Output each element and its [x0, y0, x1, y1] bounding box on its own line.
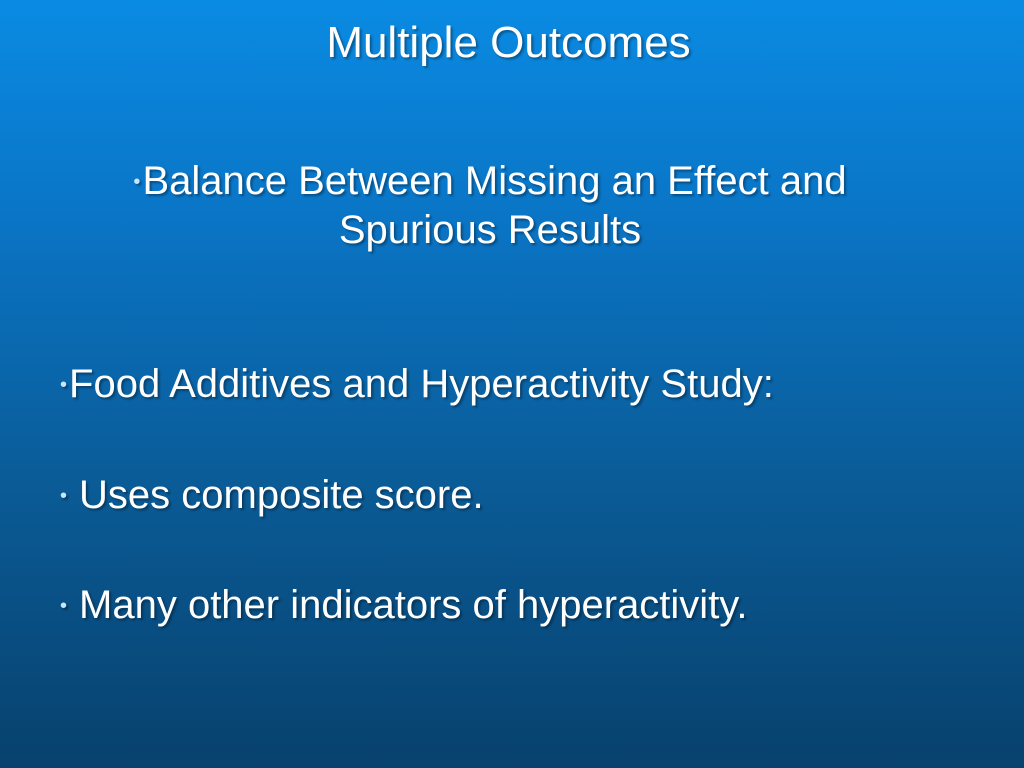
bullet-other-indicators — [60, 584, 747, 633]
slide-title: Multiple Outcomes — [326, 18, 691, 67]
bullet-balance-line-2: Spurious Results — [338, 208, 642, 252]
bullet-balance-line-1 — [60, 160, 920, 209]
bullet-food-additives — [60, 363, 774, 412]
bullet-other-indicators-text: Many other indicators of hyperactivity. — [79, 583, 748, 627]
bullet-marker: • — [60, 595, 68, 617]
bullet-balance-text-line-1: Balance Between Missing an Effect and — [142, 159, 847, 203]
bullet-marker: • — [60, 485, 68, 507]
bullet-marker: • — [60, 374, 68, 396]
bullet-composite-score-text: Uses composite score. — [79, 473, 484, 517]
bullet-food-additives-text: Food Additives and Hyperactivity Study: — [69, 362, 774, 406]
bullet-composite-score — [60, 474, 484, 523]
bullet-balance — [60, 160, 920, 251]
bullet-marker: • — [133, 171, 141, 193]
